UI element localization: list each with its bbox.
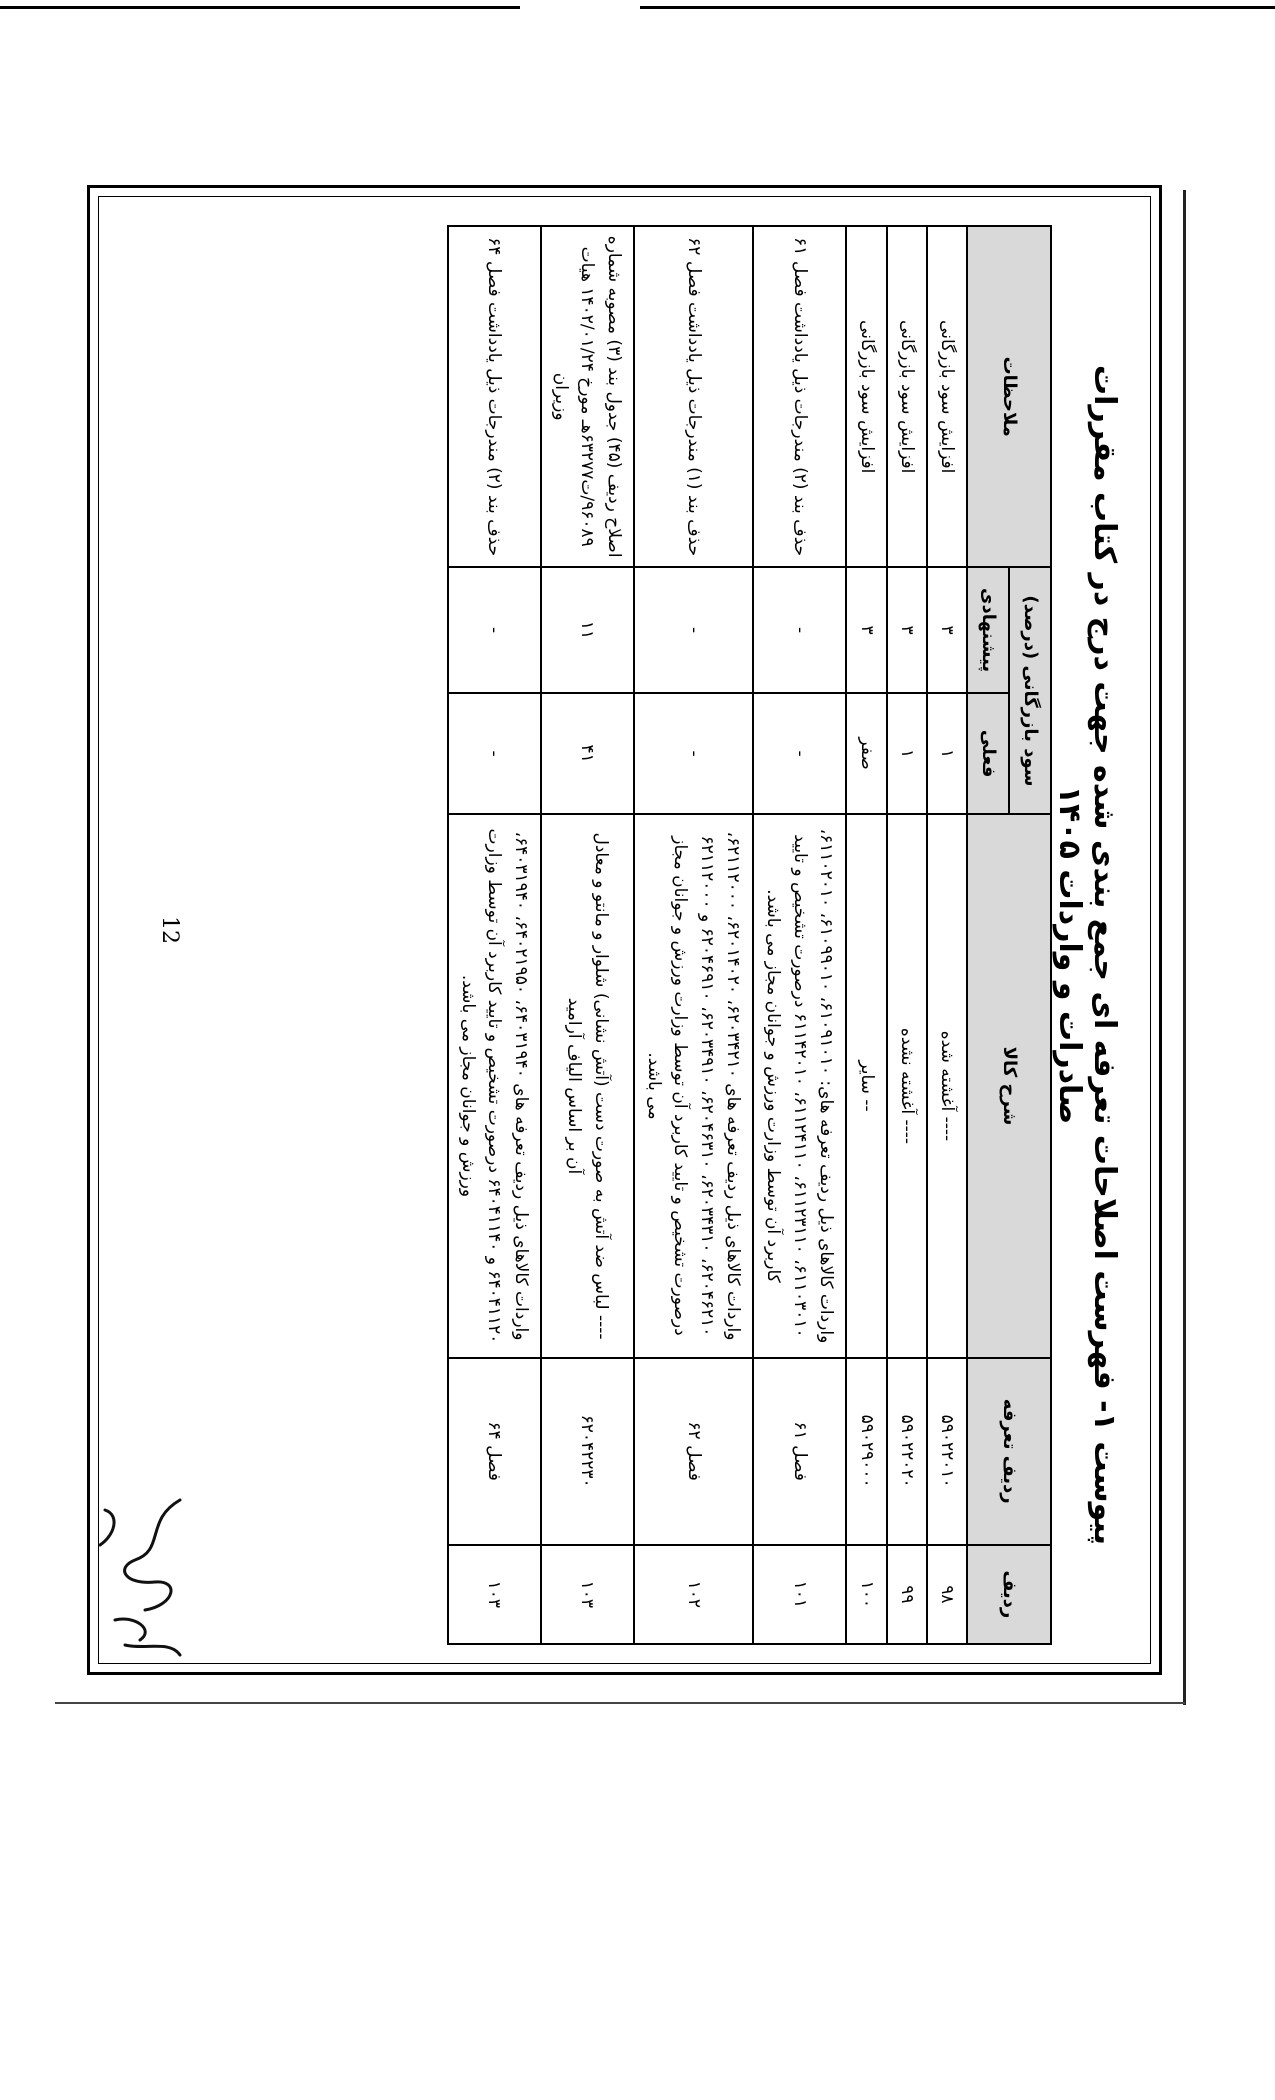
tariff-amendments-table — [447, 225, 1052, 1645]
cell-description: واردات کالاهای ذیل ردیف تعرفه های ۶۴۰۳۱۹۴۰، ۶۴۰۲۱۹۵۰، ۶۴۰۳۱۹۴۰، ۶۴۰۴۱۱۲۰ و ۶۴۰۴۱۱۴۰ درصورت تشخیص و تایید کاربرد آن توسط وزارت ورزش و جوانان مجاز می باشد. — [448, 814, 541, 1357]
header-commercial-profit: سود بازرگانی (درصد) — [1009, 567, 1051, 814]
cell-row-number: ۱۰۳ — [541, 1545, 634, 1644]
cell-current: - — [448, 693, 541, 815]
cell-proposed: ۳ — [927, 567, 967, 692]
cell-tariff-code: ۵۹۰۲۹۰۰۰ — [846, 1358, 886, 1545]
cell-tariff-code: ۵۹۰۲۲۰۱۰ — [927, 1358, 967, 1545]
cell-row-number: ۱۰۲ — [634, 1545, 753, 1644]
document-title: پیوست ۱- فهرست اصلاحات تعرفه ای جمع بندی شده جهت درج در کتاب مقررات صادرات و واردات ۱۴۰۵ — [1052, 365, 1122, 1545]
scan-bottom-edge — [55, 1702, 1185, 1710]
header-row-number: ردیف — [967, 1545, 1051, 1644]
cell-row-number: ۹۸ — [927, 1545, 967, 1644]
table-row — [448, 226, 541, 1644]
scan-right-edge — [1183, 190, 1186, 1705]
header-description: شرح کالا — [967, 814, 1051, 1357]
cell-tariff-code: فصل ۶۱ — [753, 1358, 846, 1545]
scan-top-edge — [0, 0, 1275, 9]
rotated-page — [87, 185, 1162, 1675]
cell-proposed: - — [753, 567, 846, 692]
header-notes: ملاحظات — [967, 226, 1051, 567]
cell-notes: حذف بند (۲) مندرجات ذیل یادداشت فصل ۶۱ — [753, 226, 846, 567]
cell-current: ۴۱ — [541, 693, 634, 815]
cell-current: - — [634, 693, 753, 815]
cell-description: واردات کالاهای ذیل ردیف تعرفه های: ۶۱۰۹۱۰۱۰، ۶۱۰۹۹۰۱۰، ۶۱۱۰۲۰۱۰، ۶۱۱۰۳۰۱۰، ۶۱۱۲۳۱۱۰، ۶۱۱۲۴۱۱۰، ۶۱۱۴۲۰۱۰ درصورت تشخیص و تایید کاربرد آن توسط وزارت ورزش و جوانان مجاز می باشد. — [753, 814, 846, 1357]
cell-current: ۱ — [887, 693, 927, 815]
table-row — [846, 226, 886, 1644]
table-row — [927, 226, 967, 1644]
cell-proposed: ۱۱ — [541, 567, 634, 692]
cell-current: صفر — [846, 693, 886, 815]
cell-notes: حذف بند (۲) مندرجات ذیل یادداشت فصل ۶۴ — [448, 226, 541, 567]
cell-description: ---- آغشته شده — [927, 814, 967, 1357]
cell-current: - — [753, 693, 846, 815]
header-proposed: پیشنهادی — [967, 567, 1009, 692]
cell-description: ---- لباس ضد آتش به صورت دست (آتش نشانی) شلوار و مانتو و معادل آن بر اساس الیاف آرامید — [541, 814, 634, 1357]
cell-current: ۱ — [927, 693, 967, 815]
cell-notes: حذف بند (۱) مندرجات ذیل یادداشت فصل ۶۲ — [634, 226, 753, 567]
cell-notes: اصلاح ردیف (۴۵) جدول بند (۳) مصوبه شماره ۹۶۰۸۹/ت۶۳۲۷۷هـ مورخ ۱۴۰۲/۰۱/۲۴ هیات وزیران — [541, 226, 634, 567]
cell-tariff-code: فصل ۶۲ — [634, 1358, 753, 1545]
cell-proposed: ۳ — [887, 567, 927, 692]
cell-proposed: ۳ — [846, 567, 886, 692]
cell-description: -- سایر — [846, 814, 886, 1357]
cell-notes: افزایش سود بازرگانی — [887, 226, 927, 567]
cell-notes: افزایش سود بازرگانی — [846, 226, 886, 567]
table-row — [634, 226, 753, 1644]
cell-notes: افزایش سود بازرگانی — [927, 226, 967, 567]
cell-proposed: - — [634, 567, 753, 692]
cell-description: ---- آغشته نشده — [887, 814, 927, 1357]
table-row — [541, 226, 634, 1644]
table-header-row — [1009, 226, 1051, 1644]
page-number: 12 — [157, 916, 182, 944]
table-row — [887, 226, 927, 1644]
cell-description: واردات کالاهای ذیل ردیف تعرفه های ۶۲۰۳۴۲۱۰، ۶۲۰۱۴۰۲۰، ۶۲۱۱۲۰۰۰، ۶۲۰۴۶۲۱۰، ۶۲۰۳۴۳۱۰، ۶۲۰۴۶۳۱۰، ۶۲۰۳۴۹۱۰، ۶۲۰۴۶۹۱۰ و ۶۲۱۱۲۰۰۰ درصورت تشخیص و تایید کاربرد آن توسط وزارت ورزش و جوانان مجاز می باشد. — [634, 814, 753, 1357]
cell-row-number: ۱۰۰ — [846, 1545, 886, 1644]
handwritten-signature — [85, 1490, 205, 1670]
header-tariff-code: ردیف تعرفه — [967, 1358, 1051, 1545]
cell-row-number: ۹۹ — [887, 1545, 927, 1644]
cell-tariff-code: فصل ۶۴ — [448, 1358, 541, 1545]
cell-row-number: ۱۰۳ — [448, 1545, 541, 1644]
cell-tariff-code: ۶۲۰۴۲۲۳۰ — [541, 1358, 634, 1545]
cell-proposed: - — [448, 567, 541, 692]
cell-row-number: ۱۰۱ — [753, 1545, 846, 1644]
header-current: فعلی — [967, 693, 1009, 815]
cell-tariff-code: ۵۹۰۲۲۰۲۰ — [887, 1358, 927, 1545]
table-row — [753, 226, 846, 1644]
